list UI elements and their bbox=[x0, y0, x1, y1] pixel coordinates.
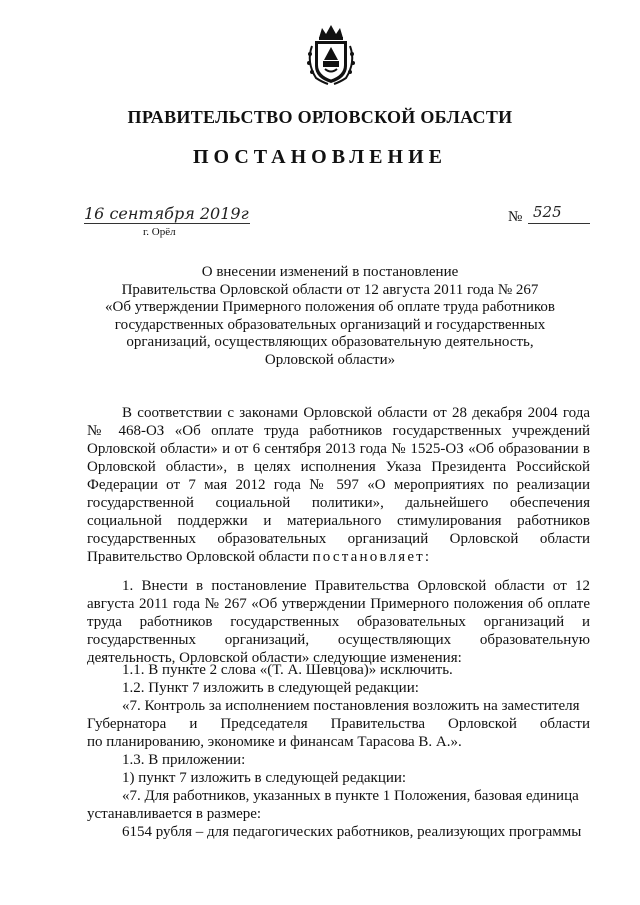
clause-1: 1. Внести в постановление Правительства Орловской области от 12 августа 2011 года № 267 «Об утверждении Примерного положения об оплате труда работников государственных образовательных организаций и государственных организаций, осуществляющих образовательную деятельность, Орловской области» следующие изменения: bbox=[87, 578, 590, 666]
number-handwritten: 525 bbox=[533, 203, 562, 221]
subitem-1: 1) пункт 7 изложить в следующей редакции: bbox=[122, 770, 407, 786]
document-title bbox=[95, 264, 565, 370]
government-name: ПРАВИТЕЛЬСТВО ОРЛОВСКОЙ ОБЛАСТИ bbox=[127, 107, 513, 127]
title-line: организаций, осуществляющих образовательную деятельность, bbox=[126, 334, 534, 351]
coat-of-arms-icon bbox=[302, 22, 360, 86]
number-label: № bbox=[508, 209, 523, 225]
city-label: г. Орёл bbox=[143, 226, 176, 238]
quote-b-line1: «7. Для работников, указанных в пункте 1 Положения, базовая единица bbox=[122, 788, 579, 804]
quote-b-line2: устанавливается в размере: bbox=[87, 806, 262, 822]
quote-7-line2: Губернатора и Председателя Правительства Орловской области bbox=[87, 716, 590, 732]
item-1-2: 1.2. Пункт 7 изложить в следующей редакции: bbox=[122, 680, 419, 696]
date-underline bbox=[84, 223, 250, 224]
quote-b-line3: 6154 рубля – для педагогических работников, реализующих программы bbox=[122, 824, 582, 840]
date-handwritten: 16 сентября 2019г bbox=[84, 204, 249, 223]
document-type: ПОСТАНОВЛЕНИЕ bbox=[193, 146, 447, 168]
preamble-paragraph bbox=[87, 404, 590, 566]
title-line: Орловской области» bbox=[264, 351, 396, 368]
title-line: «Об утверждении Примерного положения об оплате труда работников bbox=[104, 299, 555, 316]
title-line: О внесении изменений в постановление bbox=[201, 264, 459, 280]
title-line: государственных образовательных организаций и государственных bbox=[114, 316, 546, 333]
item-1-1: 1.1. В пункте 2 слова «(Т. А. Шевцова)» исключить. bbox=[122, 662, 453, 678]
quote-7-line3: по планированию, экономике и финансам Тарасова В. А.». bbox=[87, 734, 462, 750]
quote-7-line1: «7. Контроль за исполнением постановления возложить на заместителя bbox=[122, 698, 580, 714]
resolves-word: постановляет: bbox=[312, 549, 432, 565]
title-line: Правительства Орловской области от 12 августа 2011 года № 267 bbox=[121, 281, 539, 298]
number-underline bbox=[528, 223, 590, 224]
item-1-3: 1.3. В приложении: bbox=[122, 752, 246, 768]
preamble-text: В соответствии с законами Орловской области от 28 декабря 2004 года № 468-ОЗ «Об оплате труда работников государственных учреждений Орловской области» и от 6 сентября 2013 года № 1525-ОЗ «Об образовании в Орловской области», в целях исполнения Указа Президента Российской Федерации от 7 мая 2012 года № 597 «О мероприятиях по реализации государственной социальной политики», дальнейшего обеспечения социальной поддержки и материального стимулирования работников государственных образовательных организаций Орловской области bbox=[87, 405, 590, 547]
preamble-closing: Правительство Орловской области bbox=[87, 549, 313, 565]
